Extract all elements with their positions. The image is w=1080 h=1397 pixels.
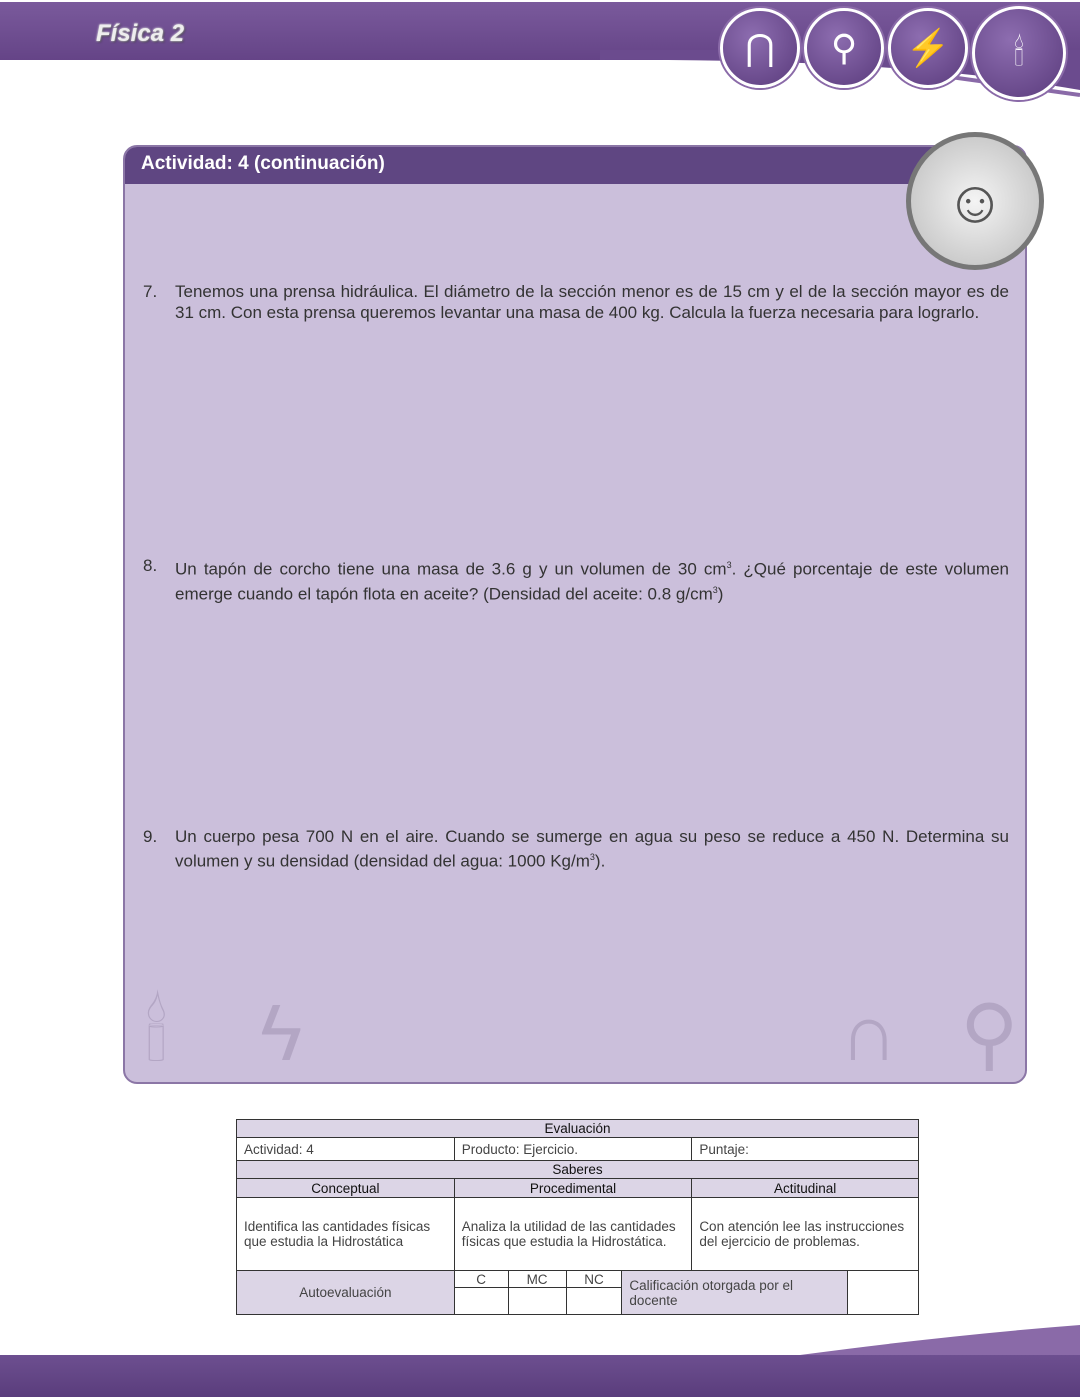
text: ) <box>717 584 724 604</box>
footer-band <box>0 1355 1080 1397</box>
question-text <box>175 826 1009 872</box>
nc-header: NC <box>566 1271 622 1288</box>
mc-header: MC <box>508 1271 566 1288</box>
activity-cell: Actividad: 4 <box>237 1138 455 1161</box>
score-cell[interactable]: Puntaje: <box>692 1138 919 1161</box>
candle-icon: 🕯 <box>972 6 1066 100</box>
sup: 3 <box>726 560 732 570</box>
candle-watermark-icon: 🕯 <box>145 988 168 1077</box>
c-cell[interactable] <box>454 1288 508 1315</box>
brand-title: Física 2 <box>96 20 185 47</box>
student-avatar: ☺ <box>906 132 1044 270</box>
product-cell: Producto: Ejercicio. <box>454 1138 692 1161</box>
mc-cell[interactable] <box>508 1288 566 1315</box>
topic-badges <box>720 8 1066 100</box>
c-header: C <box>454 1271 508 1288</box>
magnet-icon: ⋂ <box>720 8 800 88</box>
lightning-icon: ⚡ <box>888 8 968 88</box>
question-8 <box>143 555 1009 604</box>
lightning-watermark-icon: ϟ <box>260 988 303 1077</box>
sup: 3 <box>712 584 718 595</box>
actitudinal-text: Con atención lee las instrucciones del ejercicio de problemas. <box>692 1198 919 1271</box>
magnet-watermark-icon: ∩ <box>840 988 898 1077</box>
actitudinal-header: Actitudinal <box>692 1179 919 1198</box>
nc-cell[interactable] <box>566 1288 622 1315</box>
question-text <box>175 555 1009 604</box>
teacher-grade-cell[interactable] <box>848 1271 919 1315</box>
self-eval-label: Autoevaluación <box>237 1271 455 1315</box>
faucet-icon: ⚲ <box>804 8 884 88</box>
text: ). <box>594 851 606 871</box>
sup: 3 <box>589 852 595 862</box>
faucet-watermark-icon: ⚲ <box>960 989 1019 1078</box>
activity-title: Actividad: 4 (continuación) <box>125 147 1025 184</box>
question-number: 7. <box>143 282 158 301</box>
conceptual-header: Conceptual <box>237 1179 455 1198</box>
text: Un cuerpo pesa 700 N en el aire. Cuando se sumerge en agua su peso se reduce a 450 N. Determina su volumen y su densidad (densidad del agua: 1000 Kg/m <box>175 827 1009 871</box>
question-text: Tenemos una prensa hidráulica. El diámetro de la sección menor es de 15 cm y el de la sección mayor es de 31 cm. Con esta prensa queremos levantar una masa de 400 kg. Calcula la fuerza necesaria para lograrlo. <box>175 282 1009 322</box>
footer-curve <box>800 1325 1080 1357</box>
question-9 <box>143 826 1009 872</box>
question-7 <box>143 281 1009 323</box>
teacher-grade-label: Calificación otorgada por el docente <box>622 1271 848 1315</box>
procedimental-text: Analiza la utilidad de las cantidades físicas que estudia la Hidrostática. <box>454 1198 692 1271</box>
question-number: 8. <box>143 556 158 575</box>
evaluation-title: Evaluación <box>237 1120 919 1138</box>
text: Un tapón de corcho tiene una masa de 3.6 g y un volumen de 30 cm <box>175 559 727 579</box>
evaluation-table <box>236 1119 919 1315</box>
question-number: 9. <box>143 827 158 846</box>
procedimental-header: Procedimental <box>454 1179 692 1198</box>
text: . ¿Qué porcentaje de este volumen emerge cuando el tapón flota en aceite? (Densidad del aceite: 0.8 g/cm <box>175 559 1009 604</box>
conceptual-text: Identifica las cantidades físicas que estudia la Hidrostática <box>237 1198 455 1271</box>
saberes-header: Saberes <box>237 1161 919 1179</box>
